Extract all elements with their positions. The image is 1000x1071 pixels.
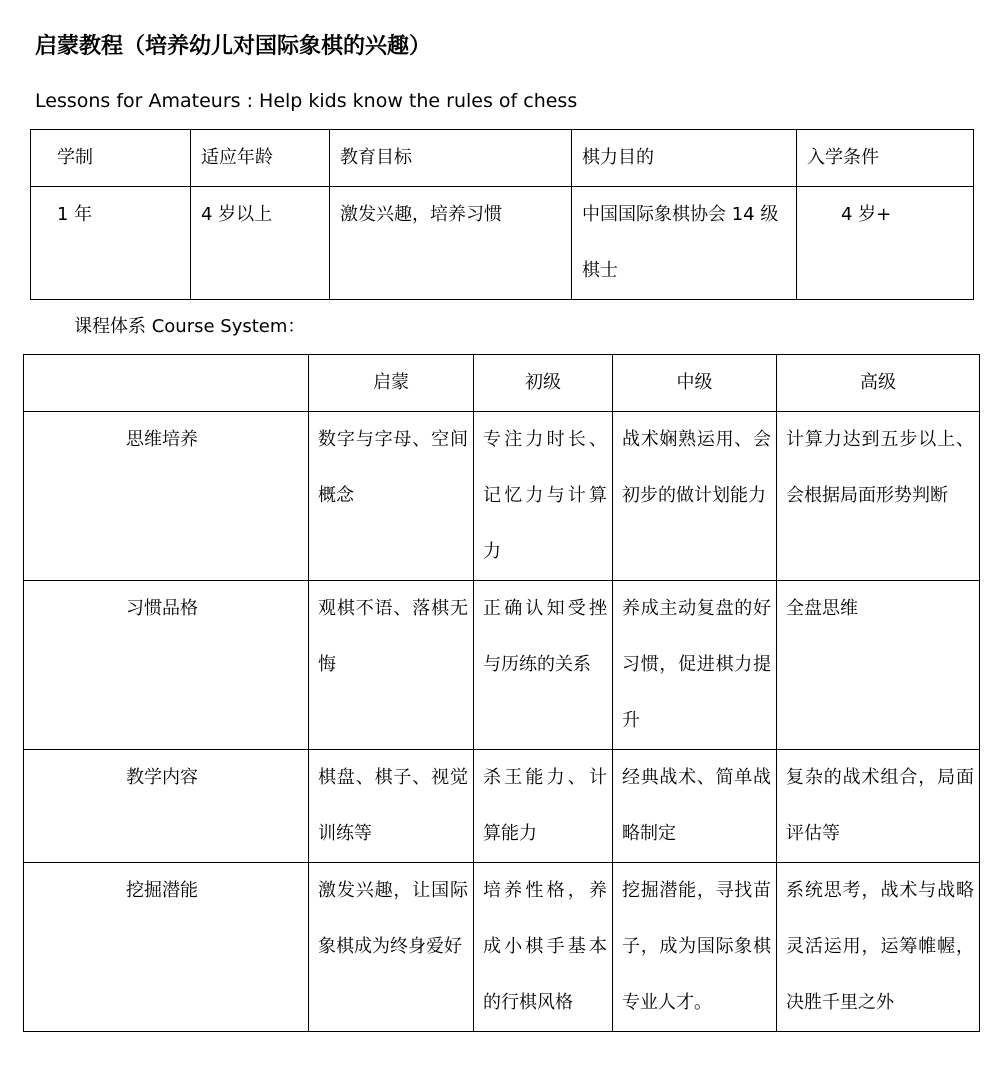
info-value-duration: 1 年 [31, 187, 191, 300]
table-row [24, 412, 980, 581]
table-cell: 激发兴趣，让国际象棋成为终身爱好 [309, 863, 474, 1032]
table-cell: 专注力时长、记忆力与计算力 [474, 412, 613, 581]
info-table-value-row [31, 187, 974, 300]
info-table-header-row [31, 130, 974, 187]
course-header-intermediate: 中级 [613, 355, 777, 412]
table-cell: 数字与字母、空间概念 [309, 412, 474, 581]
info-header-level: 棋力目的 [572, 130, 797, 187]
info-value-goal: 激发兴趣，培养习惯 [330, 187, 572, 300]
table-cell: 挖掘潜能，寻找苗子，成为国际象棋专业人才。 [613, 863, 777, 1032]
table-row [24, 863, 980, 1032]
table-cell: 正确认知受挫与历练的关系 [474, 581, 613, 750]
course-header-beginner: 启蒙 [309, 355, 474, 412]
info-value-age: 4 岁以上 [191, 187, 330, 300]
table-cell: 养成主动复盘的好习惯，促进棋力提升 [613, 581, 777, 750]
table-row [24, 581, 980, 750]
course-table-header-row [24, 355, 980, 412]
row-label: 习惯品格 [24, 581, 309, 750]
info-header-age: 适应年龄 [191, 130, 330, 187]
course-header-advanced: 高级 [777, 355, 980, 412]
table-cell: 培养性格，养成小棋手基本的行棋风格 [474, 863, 613, 1032]
row-label: 挖掘潜能 [24, 863, 309, 1032]
table-cell: 经典战术、简单战略制定 [613, 750, 777, 863]
table-row [24, 750, 980, 863]
info-header-goal: 教育目标 [330, 130, 572, 187]
page-subtitle: Lessons for Amateurs : Help kids know the rules of chess [35, 90, 578, 112]
table-cell: 全盘思维 [777, 581, 980, 750]
info-value-admission: 4 岁+ [797, 187, 974, 300]
table-cell: 复杂的战术组合，局面评估等 [777, 750, 980, 863]
course-header-elementary: 初级 [474, 355, 613, 412]
section-label: 课程体系 Course System： [74, 316, 306, 337]
table-cell: 观棋不语、落棋无悔 [309, 581, 474, 750]
table-cell: 系统思考，战术与战略灵活运用，运筹帷幄，决胜千里之外 [777, 863, 980, 1032]
course-table [23, 354, 980, 1032]
info-header-duration: 学制 [31, 130, 191, 187]
course-header-corner [24, 355, 309, 412]
row-label: 教学内容 [24, 750, 309, 863]
table-cell: 战术娴熟运用、会初步的做计划能力 [613, 412, 777, 581]
row-label: 思维培养 [24, 412, 309, 581]
info-header-admission: 入学条件 [797, 130, 974, 187]
info-table [30, 129, 974, 300]
page-title: 启蒙教程（培养幼儿对国际象棋的兴趣） [35, 34, 432, 59]
table-cell: 棋盘、棋子、视觉训练等 [309, 750, 474, 863]
info-value-level: 中国国际象棋协会 14 级棋士 [572, 187, 797, 300]
table-cell: 计算力达到五步以上、会根据局面形势判断 [777, 412, 980, 581]
table-cell: 杀王能力、计算能力 [474, 750, 613, 863]
